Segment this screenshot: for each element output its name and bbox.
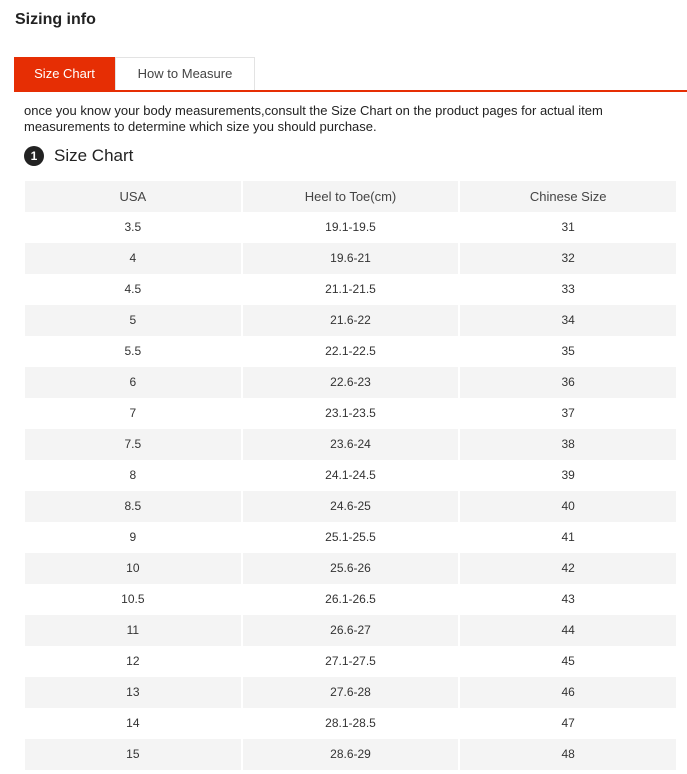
cell-heel-to-toe: 23.1-23.5: [241, 398, 459, 429]
cell-usa: 8: [129, 468, 137, 482]
cell-chinese-size: 35: [458, 336, 676, 367]
cell-chinese-size: 31: [458, 212, 676, 243]
cell-usa: 11: [126, 623, 140, 637]
cell-heel-to-toe: 21.6-22: [241, 305, 459, 336]
cell-chinese-size: 47: [458, 708, 676, 739]
table-row: [25, 367, 676, 398]
cell-usa: 5: [129, 313, 137, 327]
cell-chinese-size: 42: [458, 553, 676, 584]
column-header-heel-to-toe: Heel to Toe(cm): [241, 181, 459, 212]
cell-usa: 9: [129, 530, 137, 544]
cell-chinese-size: 34: [458, 305, 676, 336]
cell-usa: 14: [126, 716, 140, 730]
column-header-usa: USA: [119, 189, 147, 204]
cell-heel-to-toe: 19.6-21: [241, 243, 459, 274]
table-row: [25, 677, 676, 708]
cell-heel-to-toe: 25.1-25.5: [241, 522, 459, 553]
step-number-badge: 1: [24, 146, 44, 166]
cell-chinese-size: 46: [458, 677, 676, 708]
cell-usa: 10.5: [121, 592, 145, 606]
table-row: [25, 553, 676, 584]
cell-usa: 7.5: [124, 437, 142, 451]
table-row: [25, 584, 676, 615]
column-header-chinese-size: Chinese Size: [458, 181, 676, 212]
cell-heel-to-toe: 24.1-24.5: [241, 460, 459, 491]
table-row: [25, 522, 676, 553]
cell-usa: 4.5: [124, 282, 142, 296]
table-row: [25, 243, 676, 274]
cell-chinese-size: 48: [458, 739, 676, 770]
cell-heel-to-toe: 28.1-28.5: [241, 708, 459, 739]
size-chart-table: [25, 181, 676, 770]
cell-chinese-size: 43: [458, 584, 676, 615]
cell-usa: 12: [126, 654, 140, 668]
table-row: [25, 212, 676, 243]
cell-chinese-size: 38: [458, 429, 676, 460]
cell-chinese-size: 45: [458, 646, 676, 677]
cell-heel-to-toe: 27.6-28: [241, 677, 459, 708]
cell-usa: 5.5: [124, 344, 142, 358]
tab-size-chart[interactable]: Size Chart: [14, 57, 115, 90]
cell-chinese-size: 37: [458, 398, 676, 429]
table-row: [25, 274, 676, 305]
cell-usa: 3.5: [124, 220, 142, 234]
table-row: [25, 460, 676, 491]
cell-chinese-size: 40: [458, 491, 676, 522]
cell-heel-to-toe: 21.1-21.5: [241, 274, 459, 305]
cell-heel-to-toe: 26.1-26.5: [241, 584, 459, 615]
table-header-row: [25, 181, 676, 212]
cell-chinese-size: 32: [458, 243, 676, 274]
cell-heel-to-toe: 27.1-27.5: [241, 646, 459, 677]
cell-chinese-size: 36: [458, 367, 676, 398]
cell-heel-to-toe: 28.6-29: [241, 739, 459, 770]
cell-heel-to-toe: 25.6-26: [241, 553, 459, 584]
section-title: Size Chart: [54, 146, 134, 165]
cell-usa: 13: [126, 685, 140, 699]
page-title: Sizing info: [15, 11, 96, 28]
cell-usa: 8.5: [124, 499, 142, 513]
table-row: [25, 708, 676, 739]
table-row: [25, 305, 676, 336]
table-row: [25, 646, 676, 677]
cell-heel-to-toe: 24.6-25: [241, 491, 459, 522]
cell-heel-to-toe: 23.6-24: [241, 429, 459, 460]
cell-chinese-size: 44: [458, 615, 676, 646]
cell-usa: 7: [129, 406, 137, 420]
cell-usa: 4: [129, 251, 137, 265]
table-row: [25, 398, 676, 429]
cell-chinese-size: 41: [458, 522, 676, 553]
table-row: [25, 739, 676, 770]
cell-heel-to-toe: 22.6-23: [241, 367, 459, 398]
tab-bar: [14, 57, 687, 92]
tab-how-to-measure[interactable]: How to Measure: [115, 57, 255, 90]
cell-heel-to-toe: 26.6-27: [241, 615, 459, 646]
size-chart-description: once you know your body measurements,consult the Size Chart on the product pages for actual item measurements to determine which size you should purchase.: [24, 103, 603, 134]
table-body: [25, 212, 676, 770]
table-row: [25, 429, 676, 460]
cell-heel-to-toe: 19.1-19.5: [241, 212, 459, 243]
table-row: [25, 336, 676, 367]
cell-chinese-size: 39: [458, 460, 676, 491]
cell-usa: 15: [126, 747, 140, 761]
cell-usa: 6: [129, 375, 137, 389]
cell-usa: 10: [126, 561, 140, 575]
table-row: [25, 491, 676, 522]
cell-heel-to-toe: 22.1-22.5: [241, 336, 459, 367]
section-heading: [24, 145, 133, 167]
cell-chinese-size: 33: [458, 274, 676, 305]
table-row: [25, 615, 676, 646]
